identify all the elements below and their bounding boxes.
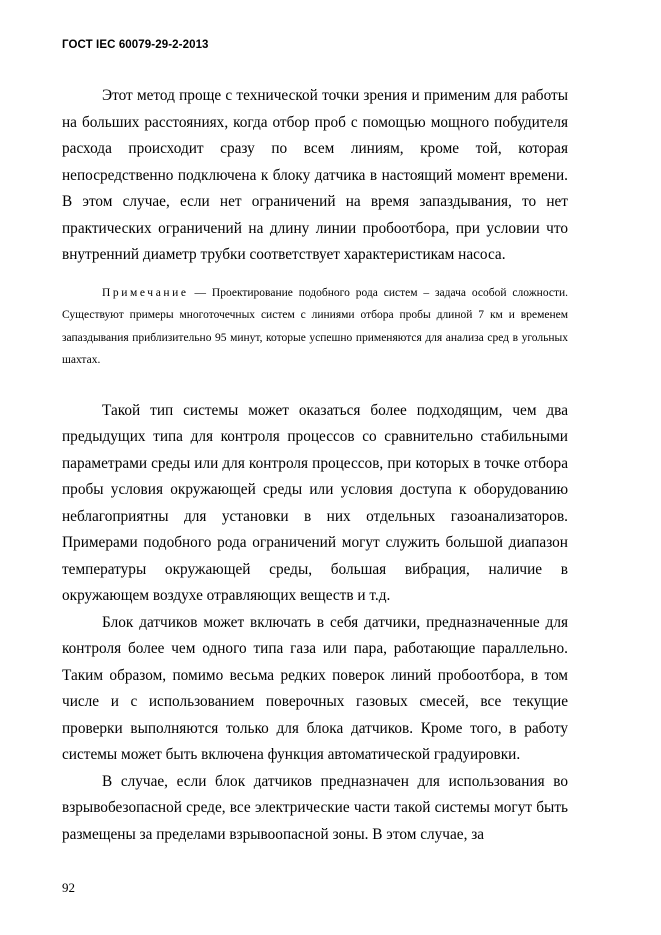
note-text: Проектирование подобного рода систем – задача особой сложности. Существуют примеры многоточечных систем с линиями отбора пробы длиной 7 км и временем запаздывания приблизительно 95 минут, которые успешно применяются для анализа сред в угольных шахтах. [62, 286, 569, 366]
note-dash: — [194, 286, 206, 299]
note-label: Примечание [102, 286, 189, 299]
paragraph-sampling-method: Этот метод проще с технической точки зрения и применим для работы на больших расстояниях, когда отбор проб с помощью мощного побудителя расхода происходит сразу по всем линиям, кроме той, которая непосредственно подключена к блоку датчика в настоящий момент времени. В этом случае, если нет ограничений на время запаздывания, то нет практических ограничений на длину линии пробоотбора, при условии что внутренний диаметр трубки соответствует характеристикам насоса. [62, 87, 568, 263]
note-block [62, 282, 568, 372]
document-header: ГОСТ IEC 60079-29-2-2013 [62, 39, 209, 51]
paragraph-system-type: Такой тип системы может оказаться более подходящим, чем два предыдущих типа для контроля процессов со сравнительно стабильными параметрами среды или для контроля процессов, при которых в точке отбора пробы условия окружающей среды или условия доступа к оборудованию неблагоприятны для установки в них отдельных газоанализаторов. Примерами подобного рода ограничений могут служить большой диапазон температуры окружающей среды, большая вибрация, наличие в окружающем воздухе отравляющих веществ и т.д. [62, 401, 568, 604]
paragraph-sensor-block: Блок датчиков может включать в себя датчики, предназначенные для контроля более чем одного типа газа или пара, работающие параллельно. Таким образом, помимо весьма редких поверок линий пробоотбора, в том числе и с использованием поверочных газовых смесей, все текущие проверки выполняются только для блока датчиков. Кроме того, в работу системы может быть включена функция автоматической градуировки. [62, 613, 568, 763]
page-body [62, 83, 568, 848]
spacer [62, 372, 568, 398]
page-number: 92 [62, 880, 75, 895]
paragraph-explosion-safe: В случае, если блок датчиков предназначен для использования во взрывобезопасной среде, все электрические части такой системы могут быть размещены за пределами взрывоопасной зоны. В этом случае, за [62, 772, 568, 843]
